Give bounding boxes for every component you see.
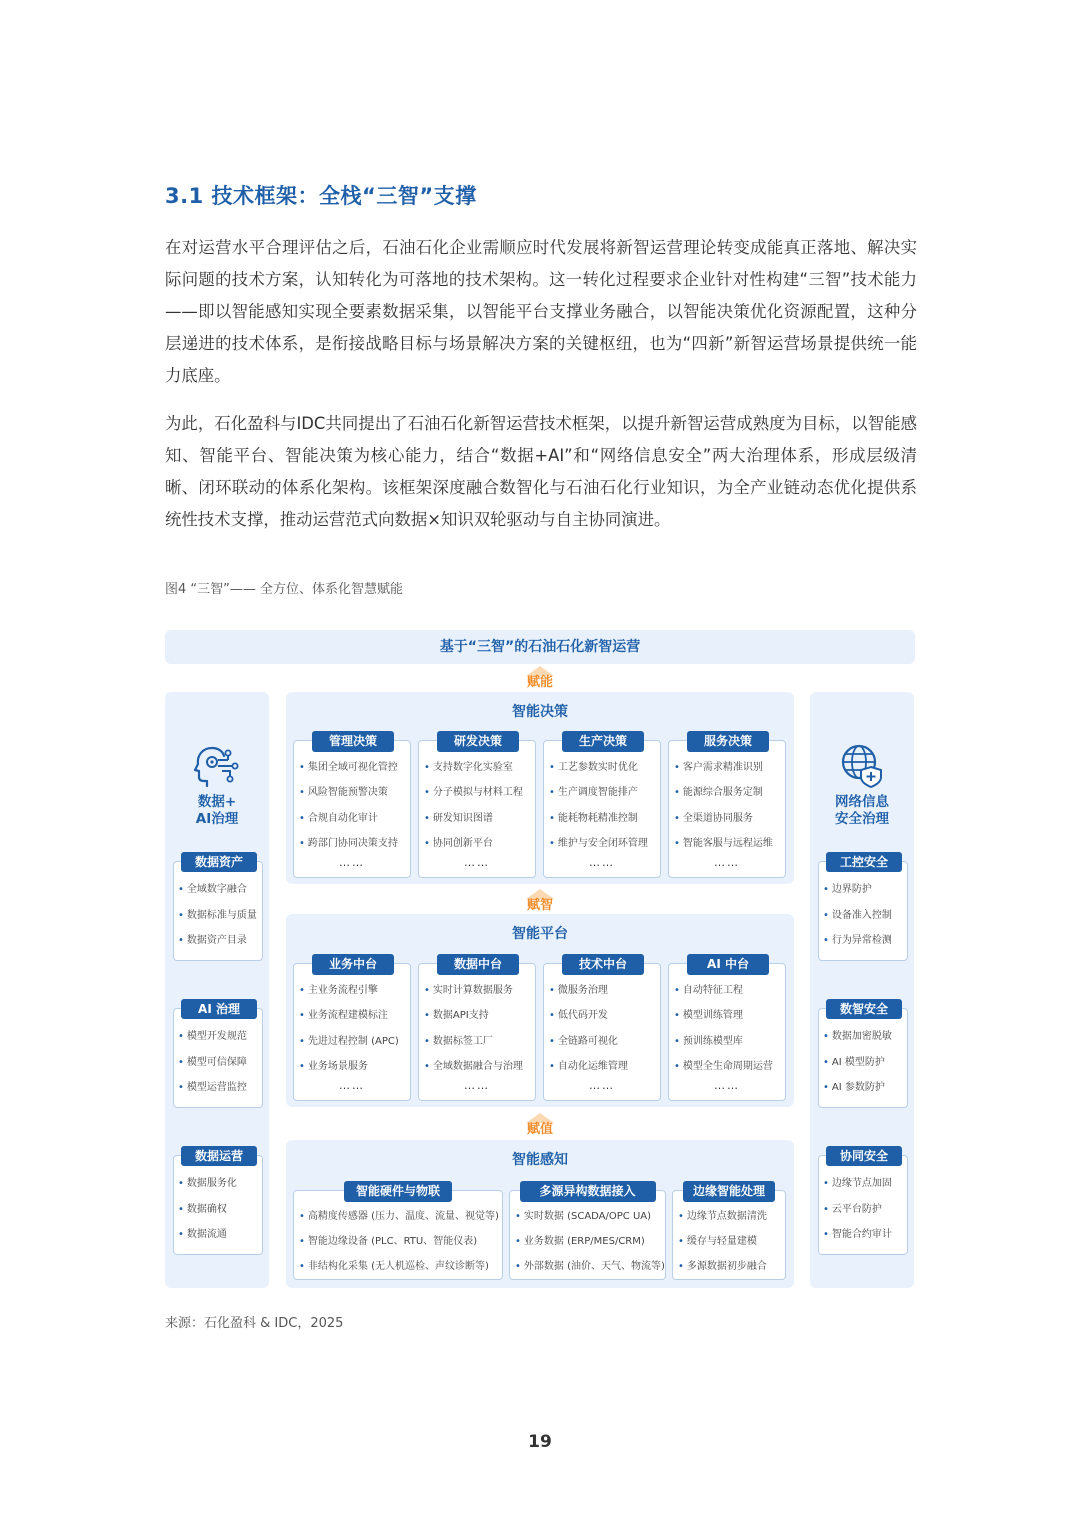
side-item: • AI 模型防护 — [823, 1053, 885, 1068]
card-management-decision — [293, 734, 411, 878]
side-item: • 数据标准与质量 — [178, 906, 257, 921]
card-item: • 集团全域可视化管控 — [299, 758, 398, 773]
panel-title: 智能感知 — [512, 1152, 568, 1168]
card-ai-middle-platform — [668, 957, 786, 1101]
card-item: • 协同创新平台 — [424, 834, 493, 849]
panel-title: 智能决策 — [512, 704, 568, 720]
card-edge-intelligent-processing — [672, 1184, 786, 1280]
card-item: • 高精度传感器 (压力、温度、流量、视觉等) — [299, 1207, 499, 1222]
card-multi-source-data-access — [509, 1184, 666, 1280]
card-item: • 支持数字化实验室 — [424, 758, 513, 773]
intelligent-platform-panel — [286, 914, 794, 1107]
globe-shield-icon — [837, 740, 887, 790]
card-item: • 业务场景服务 — [299, 1057, 368, 1072]
data-ai-governance-panel — [165, 692, 269, 1288]
side-item: • 数据确权 — [178, 1200, 227, 1215]
figure-caption: 图4 “三智”—— 全方位、体系化智慧赋能 — [165, 582, 404, 597]
card-item: • 跨部门协同决策支持 — [299, 834, 398, 849]
card-item: • 工艺参数实时优化 — [549, 758, 638, 773]
network-security-governance-panel — [810, 692, 914, 1288]
side-item: • 云平台防护 — [823, 1200, 882, 1215]
card-production-decision — [543, 734, 661, 878]
side-item: • 模型开发规范 — [178, 1027, 247, 1042]
top-banner: 基于“三智”的石油石化新智运营 — [165, 630, 915, 664]
card-item: • 全链路可视化 — [549, 1032, 618, 1047]
card-item: • 合规自动化审计 — [299, 809, 378, 824]
card-data-middle-platform — [418, 957, 536, 1101]
ellipsis: …… — [339, 856, 365, 869]
side-item: • 数据资产目录 — [178, 931, 247, 946]
card-item: • 模型全生命周期运营 — [674, 1057, 773, 1072]
figure-source: 来源：石化盈科 & IDC，2025 — [165, 1316, 344, 1331]
arrow-label: 赋智 — [526, 898, 553, 913]
card-item: • 智能边缘设备 (PLC、RTU、智能仪表) — [299, 1232, 477, 1247]
side-card-ics-security — [818, 855, 908, 961]
card-item: • 实时数据 (SCADA/OPC UA) — [515, 1207, 651, 1222]
card-tech-middle-platform — [543, 957, 661, 1101]
side-title: 网络信息 安全治理 — [835, 794, 889, 827]
side-card-title: 数据运营 — [181, 1146, 257, 1166]
paragraph: 为此，石化盈科与IDC共同提出了石油石化新智运营技术框架，以提升新智运营成熟度为目标，以智能感知、智能平台、智能决策为核心能力，结合“数据+AI”和“网络信息安全”两大治理体系，形成层级清晰、闭环联动的体系化架构。该框架深度融合数智化与石油石化行业知识，为全产业链动态优化提供系统性技术支撑，推动运营范式向数据×知识双轮驱动与自主协同演进。 — [165, 414, 917, 529]
card-item: • 分子模拟与材料工程 — [424, 783, 523, 798]
card-item: • 自动化运维管理 — [549, 1057, 628, 1072]
ellipsis: …… — [464, 856, 490, 869]
intelligent-decision-panel — [286, 692, 794, 884]
card-item: • 全渠道协同服务 — [674, 809, 753, 824]
card-item: • 数据标签工厂 — [424, 1032, 493, 1047]
card-title: 边缘智能处理 — [683, 1181, 775, 1202]
card-title: 智能硬件与物联 — [344, 1181, 452, 1202]
ellipsis: …… — [589, 1079, 615, 1092]
side-item: • 模型可信保障 — [178, 1053, 247, 1068]
card-service-decision — [668, 734, 786, 878]
panel-title: 智能平台 — [512, 926, 568, 942]
card-item: • 预训练模型库 — [674, 1032, 743, 1047]
card-item: • 研发知识图谱 — [424, 809, 493, 824]
card-item: • 模型训练管理 — [674, 1006, 743, 1021]
side-title: 数据+ AI治理 — [195, 794, 239, 827]
card-item: • 外部数据 (油价、天气、物流等) — [515, 1257, 665, 1272]
side-card-title: AI 治理 — [181, 999, 257, 1019]
card-item: • 能耗物耗精准控制 — [549, 809, 638, 824]
card-item: • 全域数据融合与治理 — [424, 1057, 523, 1072]
card-title: 多源异构数据接入 — [520, 1181, 656, 1202]
side-card-title: 数智安全 — [826, 999, 902, 1019]
card-item: • 多源数据初步融合 — [678, 1257, 767, 1272]
card-title: 服务决策 — [687, 731, 769, 752]
card-item: • 能源综合服务定制 — [674, 783, 763, 798]
ellipsis: …… — [339, 1079, 365, 1092]
card-title: 数据中台 — [437, 954, 519, 975]
side-card-ai-governance — [173, 1002, 263, 1108]
card-item: • 微服务治理 — [549, 981, 608, 996]
card-item: • 非结构化采集 (无人机巡检、声纹诊断等) — [299, 1257, 489, 1272]
side-card-data-assets — [173, 855, 263, 961]
paragraph: 在对运营水平合理评估之后，石油石化企业需顺应时代发展将新智运营理论转变成能真正落地、解决实际问题的技术方案，认知转化为可落地的技术架构。这一转化过程要求企业针对性构建“三智”技术能力——即以智能感知实现全要素数据采集，以智能平台支撑业务融合，以智能决策优化资源配置，这种分层递进的技术体系，是衔接战略目标与场景解决方案的关键枢纽，也为“四新”新智运营场景提供统一能力底座。 — [165, 238, 917, 385]
side-card-collaborative-security — [818, 1149, 908, 1255]
ellipsis: …… — [714, 1079, 740, 1092]
side-item: • AI 参数防护 — [823, 1078, 885, 1093]
card-item: • 业务数据 (ERP/MES/CRM) — [515, 1232, 645, 1247]
side-item: • 全域数字融合 — [178, 880, 247, 895]
side-card-digital-security — [818, 1002, 908, 1108]
card-item: • 低代码开发 — [549, 1006, 608, 1021]
page-number: 19 — [528, 1432, 552, 1452]
side-item: • 行为异常检测 — [823, 931, 892, 946]
card-business-middle-platform — [293, 957, 411, 1101]
card-smart-hardware-iot — [293, 1184, 503, 1280]
arrow-label: 赋能 — [526, 675, 553, 690]
card-item: • 主业务流程引擎 — [299, 981, 378, 996]
side-item: • 边缘节点加固 — [823, 1174, 892, 1189]
side-card-data-operations — [173, 1149, 263, 1255]
card-item: • 缓存与轻量建模 — [678, 1232, 757, 1247]
side-card-title: 协同安全 — [826, 1146, 902, 1166]
side-item: • 数据加密脱敏 — [823, 1027, 892, 1042]
side-card-title: 数据资产 — [181, 852, 257, 872]
side-item: • 智能合约审计 — [823, 1225, 892, 1240]
card-title: 生产决策 — [562, 731, 644, 752]
side-item: • 数据服务化 — [178, 1174, 237, 1189]
card-item: • 数据API支持 — [424, 1006, 489, 1021]
card-item: • 业务流程建模标注 — [299, 1006, 388, 1021]
card-rd-decision — [418, 734, 536, 878]
card-title: 管理决策 — [312, 731, 394, 752]
ellipsis: …… — [464, 1079, 490, 1092]
card-item: • 自动特征工程 — [674, 981, 743, 996]
side-item: • 模型运营监控 — [178, 1078, 247, 1093]
side-item: • 设备准入控制 — [823, 906, 892, 921]
side-card-title: 工控安全 — [826, 852, 902, 872]
card-item: • 生产调度智能排产 — [549, 783, 638, 798]
card-title: 技术中台 — [562, 954, 644, 975]
card-title: 研发决策 — [437, 731, 519, 752]
ellipsis: …… — [714, 856, 740, 869]
ai-head-icon — [192, 740, 242, 790]
card-item: • 风险智能预警决策 — [299, 783, 388, 798]
arrow-label: 赋值 — [526, 1122, 553, 1137]
card-item: • 维护与安全闭环管理 — [549, 834, 648, 849]
section-title: 3.1 技术框架：全栈“三智”支撑 — [165, 184, 477, 208]
card-item: • 实时计算数据服务 — [424, 981, 513, 996]
card-item: • 客户需求精准识别 — [674, 758, 763, 773]
ellipsis: …… — [589, 856, 615, 869]
intelligent-perception-panel — [286, 1140, 794, 1288]
framework-diagram — [165, 628, 915, 1290]
side-item: • 数据流通 — [178, 1225, 227, 1240]
side-item: • 边界防护 — [823, 880, 872, 895]
card-item: • 智能客服与远程运维 — [674, 834, 773, 849]
card-title: 业务中台 — [312, 954, 394, 975]
card-item: • 边缘节点数据清洗 — [678, 1207, 767, 1222]
card-title: AI 中台 — [687, 954, 769, 975]
card-item: • 先进过程控制 (APC) — [299, 1032, 399, 1047]
